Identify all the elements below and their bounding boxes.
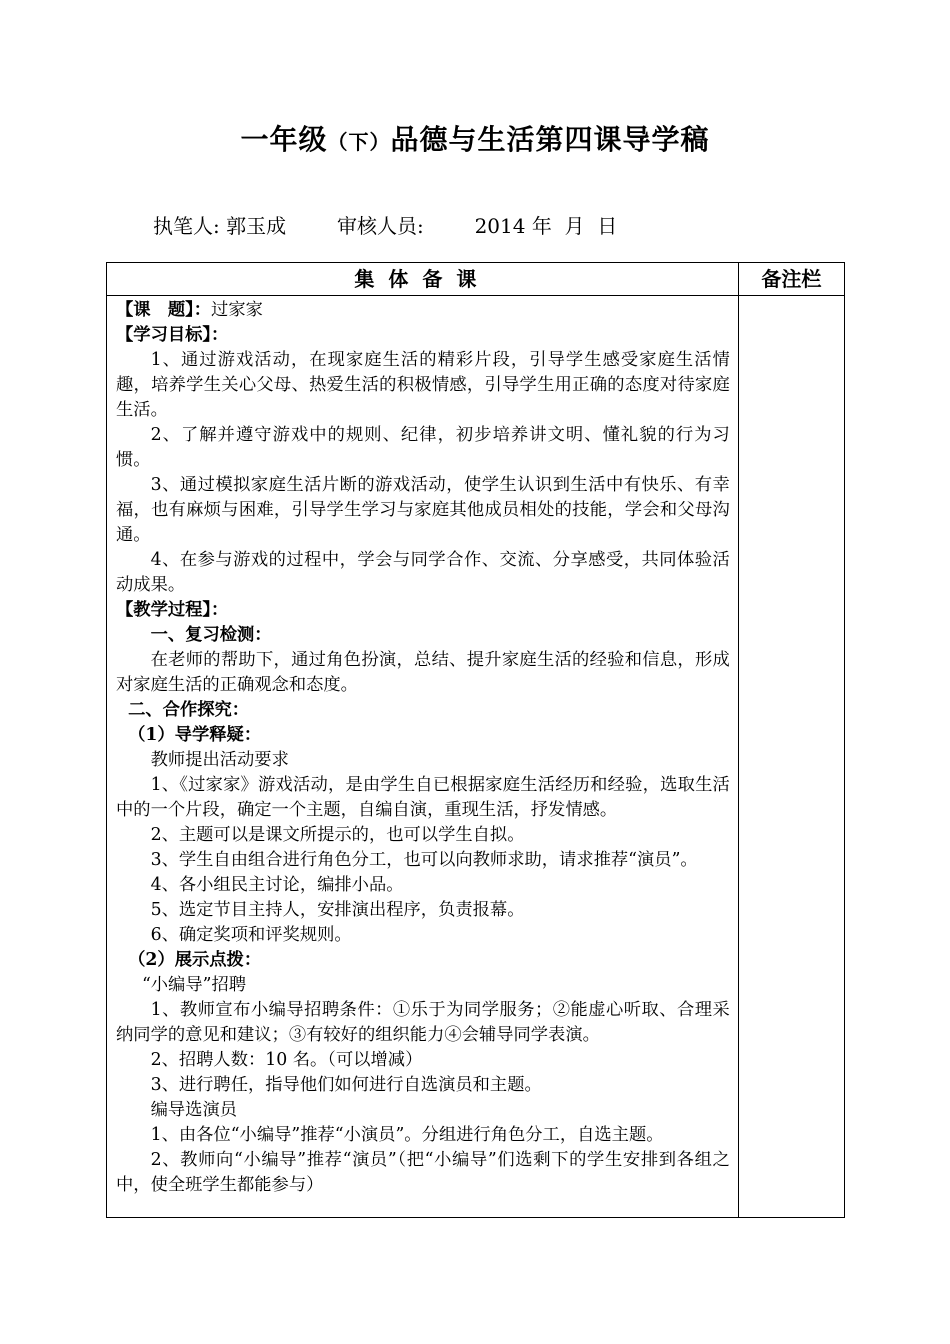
author-label: 执笔人: 郭玉成 — [153, 214, 287, 238]
process-label: 【教学过程】： — [116, 600, 229, 620]
goal-item: 2、了解并遵守游戏中的规则、纪律，初步培养讲文明、懂礼貌的行为习惯。 — [116, 425, 730, 470]
select-item: 1、由各位“小编导”推荐“小演员”。分组进行角色分工，自选主题。 — [150, 1125, 664, 1145]
requirement-item: 1、《过家家》游戏活动，是由学生自已根据家庭生活经历和经验，选取生活中的一个片段，确定一个主题，自编自演，重现生活，抒发情感。 — [116, 775, 730, 820]
header-notes: 备注栏 — [738, 263, 844, 296]
select-item: 2、教师向“小编导”推荐“演员”（把“小编导”们选剩下的学生安排到各组之中，使全班学生都能参与） — [116, 1150, 730, 1195]
requirement-item: 2、主题可以是课文所提示的，也可以学生自拟。 — [150, 825, 525, 845]
date-label: 2014 年 月 日 — [474, 214, 618, 238]
header-collective-prep: 集体备课 — [107, 263, 739, 296]
notes-cell — [738, 296, 844, 1218]
show-heading: （2）展示点拨： — [128, 950, 262, 970]
goals-label: 【学习目标】： — [116, 325, 229, 345]
topic-value: 过家家 — [211, 300, 263, 320]
reviewer-label: 审核人员: — [336, 214, 424, 238]
table-header-row — [107, 263, 845, 296]
explore-heading: 二、合作探究： — [128, 700, 250, 720]
teacher-requirements-title: 教师提出活动要求 — [150, 750, 289, 770]
topic-label: 【课 题】： — [116, 300, 212, 320]
goal-item: 1、通过游戏活动，在现家庭生活的精彩片段，引导学生感受家庭生活情趣，培养学生关心父母、热爱生活的积极情感，引导学生用正确的态度对待家庭生活。 — [116, 350, 730, 420]
recruit-item: 2、招聘人数：10 名。（可以增减） — [150, 1050, 423, 1070]
topic-line — [116, 298, 730, 323]
requirement-item: 5、选定节目主持人，安排演出程序，负责报幕。 — [150, 900, 525, 920]
review-text: 在老师的帮助下，通过角色扮演，总结、提升家庭生活的经验和信息，形成对家庭生活的正确观念和态度。 — [116, 650, 730, 695]
meta-line — [153, 210, 617, 239]
title-part-b: 品德与生活第四课导学稿 — [390, 123, 710, 156]
page-title — [0, 118, 950, 158]
title-paren: （下） — [327, 130, 391, 154]
table-body-row — [107, 296, 845, 1218]
goal-item: 3、通过模拟家庭生活片断的游戏活动，使学生认识到生活中有快乐、有幸福，也有麻烦与困难，引导学生学习与家庭其他成员相处的技能，学会和父母沟通。 — [116, 475, 730, 545]
recruit-item: 3、进行聘任，指导他们如何进行自选演员和主题。 — [150, 1075, 542, 1095]
guide-heading: （1）导学释疑： — [128, 725, 262, 745]
review-heading: 一、复习检测： — [150, 625, 272, 645]
recruit-title: “小编导”招聘 — [141, 975, 247, 995]
requirement-item: 4、各小组民主讨论，编排小品。 — [150, 875, 404, 895]
requirement-item: 6、确定奖项和评奖规则。 — [150, 925, 352, 945]
select-title: 编导选演员 — [150, 1100, 238, 1120]
lesson-plan-table — [106, 262, 845, 1218]
content-cell — [107, 296, 739, 1218]
goal-item: 4、在参与游戏的过程中，学会与同学合作、交流、分享感受，共同体验活动成果。 — [116, 550, 730, 595]
title-part-a: 一年级 — [240, 123, 328, 156]
recruit-item: 1、教师宣布小编导招聘条件：①乐于为同学服务；②能虚心听取、合理采纳同学的意见和建议；③有较好的组织能力④会辅导同学表演。 — [116, 1000, 730, 1045]
requirement-item: 3、学生自由组合进行角色分工，也可以向教师求助，请求推荐“演员”。 — [150, 850, 698, 870]
